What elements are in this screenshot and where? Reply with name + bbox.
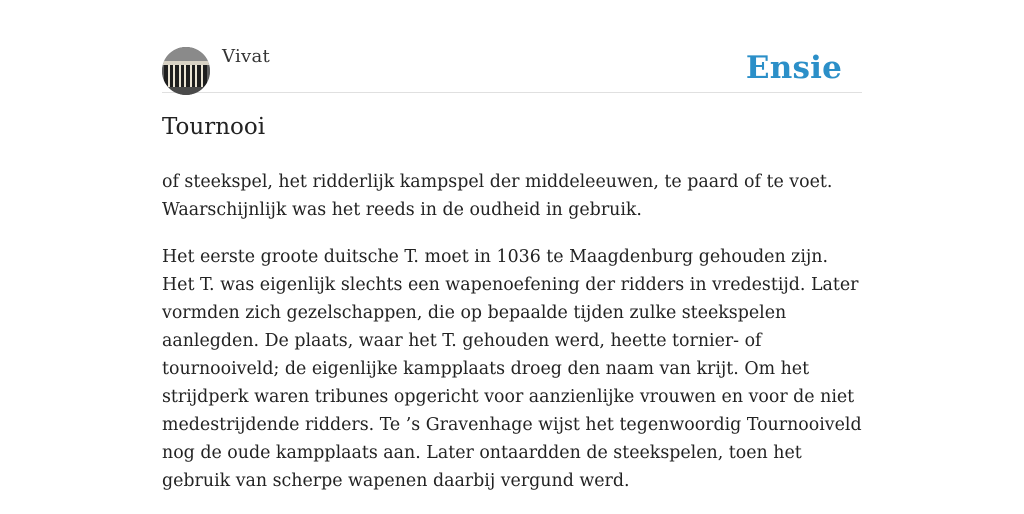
paragraph: Het eerste groote duitsche T. moet in 1036 te Maagdenburg gehouden zijn. Het T. was eigenlijk slechts een wapenoefening der ridders in vredestijd. Later vormden zich gezelschappen, die op bepaalde tijden zulke steekspelen aanlegden. De plaats, waar het T. gehouden werd, heette tornier- of tournooiveld; de eigenlijke kampplaats droeg den naam van krijt. Om het strijdperk waren tribunes opgericht voor aanzienlijke vrouwen en voor de niet medestrijdende ridders. Te ’s Gravenhage wijst het tegenwoordig Tournooiveld nog de oude kampplaats aan. Later ontaardden de steekspelen, toen het gebruik van scherpe wapenen daarbij vergund werd. [162,247,862,491]
article-body [162,168,862,514]
book-spines-icon [162,47,210,95]
author-name[interactable]: Vivat [222,46,271,67]
paragraph: of steekspel, het ridderlijk kampspel der middeleeuwen, te paard of te voet. Waarschijnlijk was het reeds in de oudheid in gebruik. [162,172,833,220]
site-logo[interactable]: Ensie [745,50,842,86]
page-title: Tournooi [162,114,266,140]
author-avatar[interactable] [162,47,210,95]
header [162,44,862,93]
